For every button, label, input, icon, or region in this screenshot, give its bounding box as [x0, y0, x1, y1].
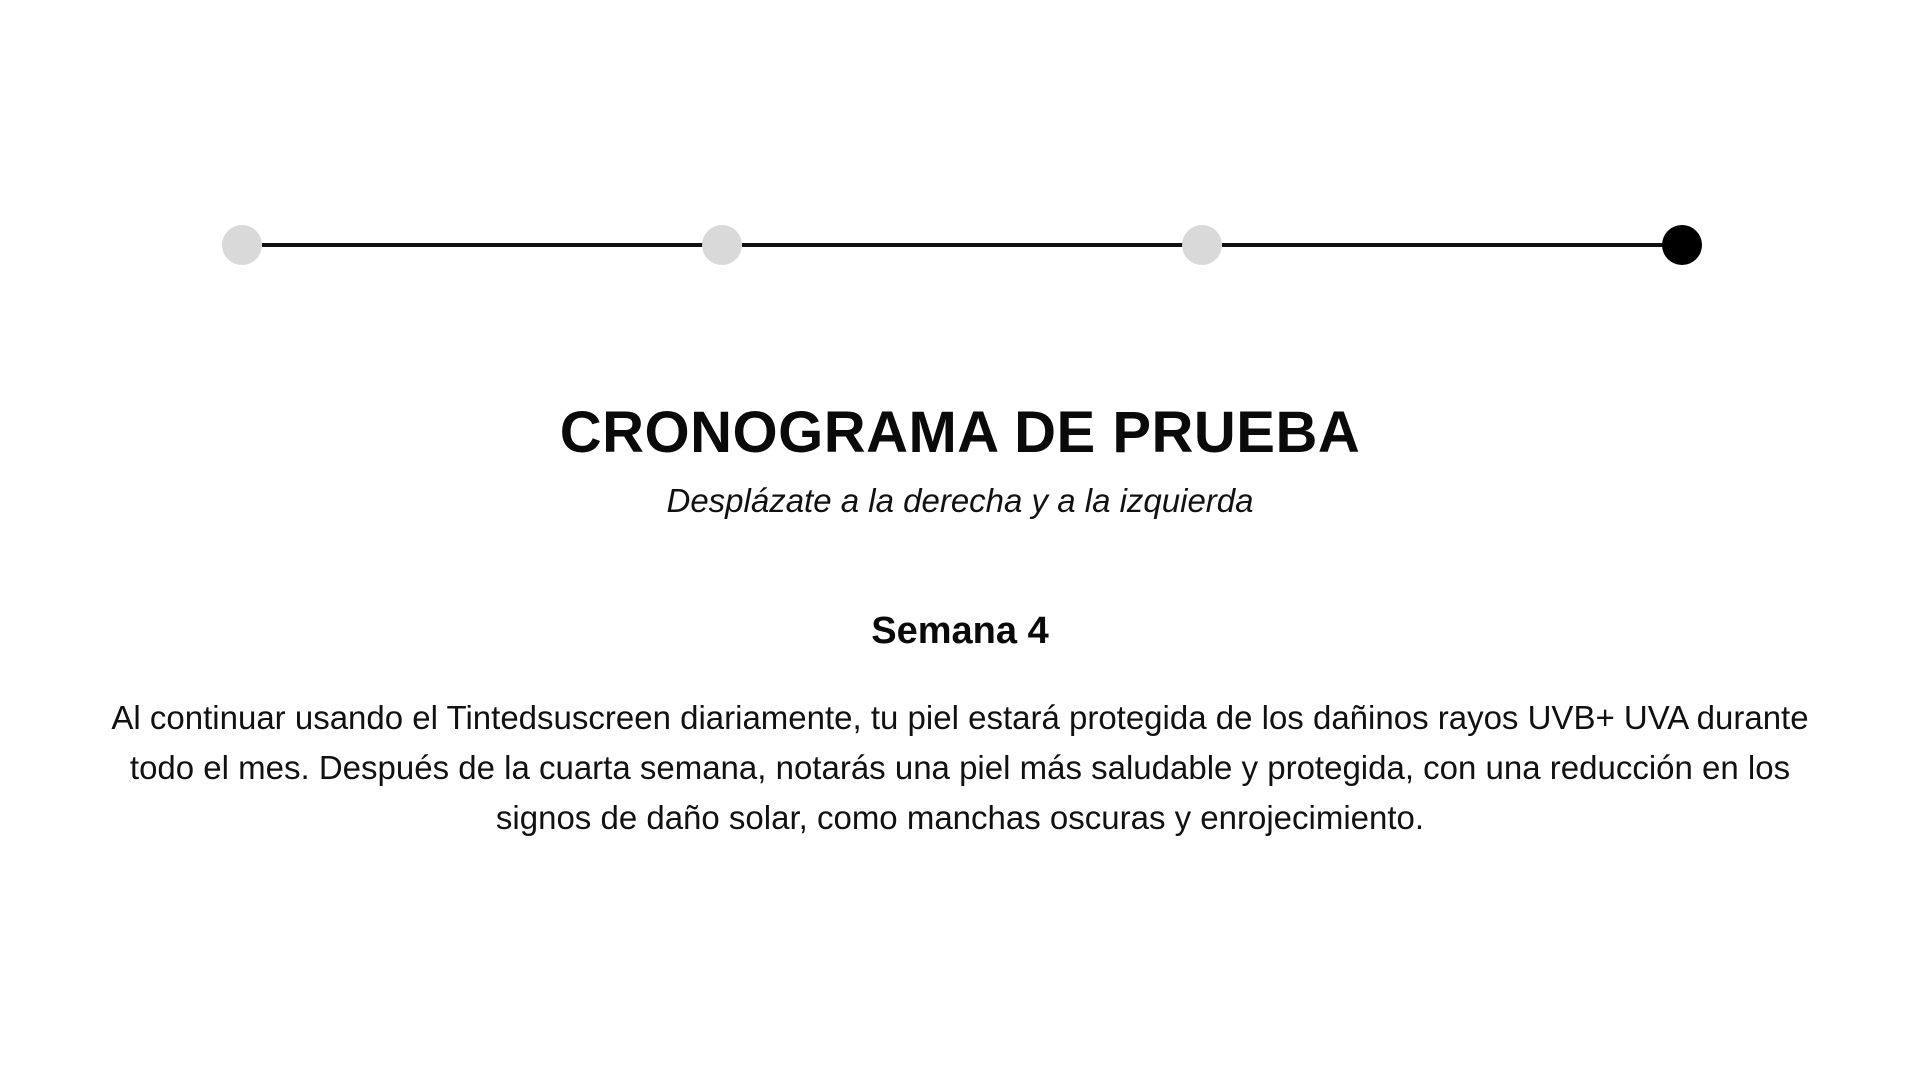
page-subtitle: Desplázate a la derecha y a la izquierda	[666, 482, 1254, 519]
week-label: Semana 4	[871, 610, 1049, 652]
timeline-step-1[interactable]	[222, 225, 262, 265]
timeline-step-2[interactable]	[702, 225, 742, 265]
week-description: Al continuar usando el Tintedsuscreen diariamente, tu piel estará protegida de los dañinos rayos UVB+ UVA durante todo el mes. Después de la cuarta semana, notarás una piel más saludable y protegida, con una reducción en los signos de daño solar, como manchas oscuras y enrojecimiento.	[111, 699, 1809, 836]
timeline	[0, 0, 1920, 300]
timeline-connector	[262, 243, 706, 247]
timeline-connector	[1222, 243, 1666, 247]
timeline-step-3[interactable]	[1182, 225, 1222, 265]
timeline-step-4[interactable]	[1662, 225, 1702, 265]
timeline-connector	[742, 243, 1186, 247]
page-title: CRONOGRAMA DE PRUEBA	[559, 400, 1361, 465]
